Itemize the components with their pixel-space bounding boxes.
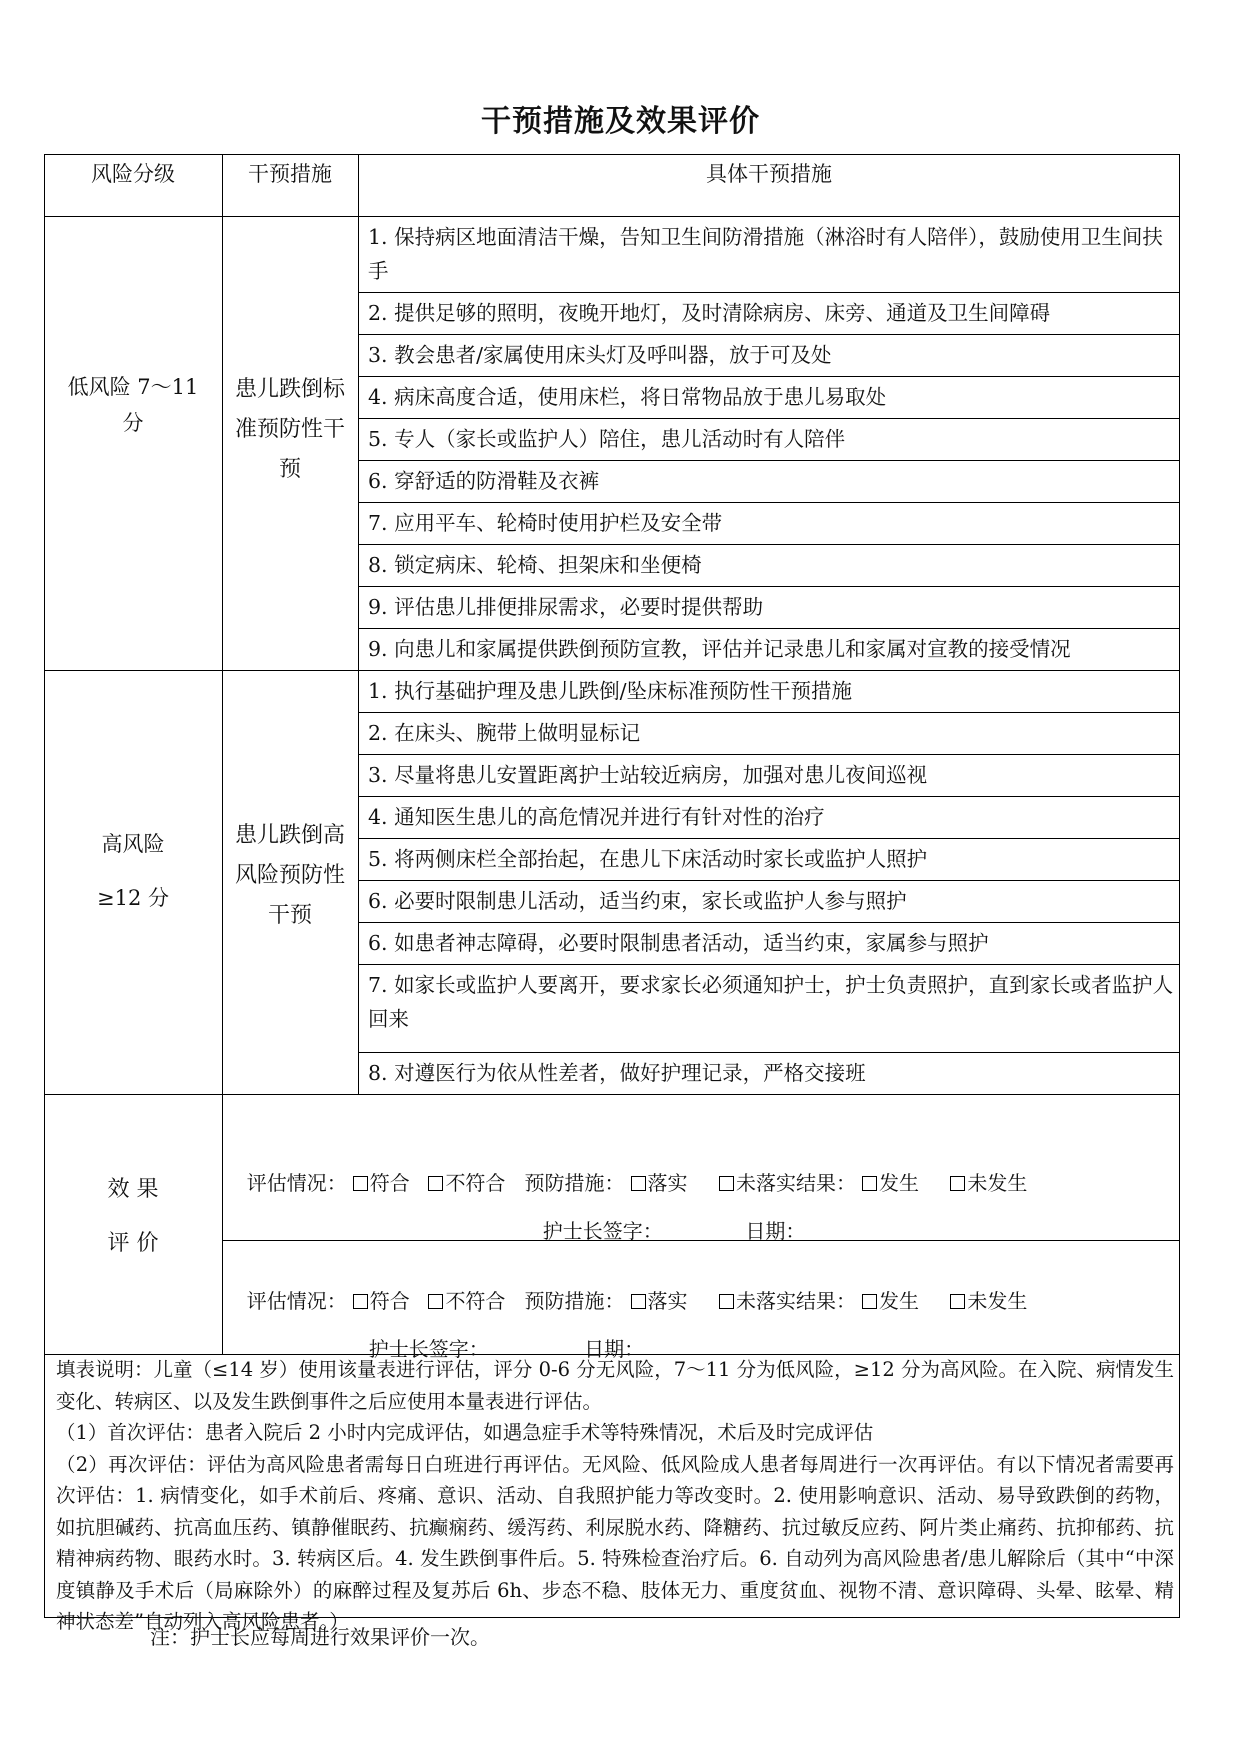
head-nurse-sign-label: 护士长签字： (368, 1337, 489, 1361)
section-divider-low-high (44, 670, 1180, 671)
low-risk-level: 低风险 7～11 分 (67, 375, 199, 435)
occur-option: 发生 (878, 1289, 919, 1313)
footnote: 注：护士长应每周进行效果评价一次。 (150, 1625, 490, 1649)
header-risk-level: 风险分级 (91, 162, 175, 186)
low-item-10: 9. 向患儿和家属提供跌倒预防宣教，评估并记录患儿和家属对宣教的接受情况 (368, 637, 1071, 661)
instructions-first-eval: （1）首次评估：患者入院后 2 小时内完成评估，如遇急症手术等特殊情况，术后及时完成评估 (56, 1421, 874, 1444)
result-label: 结果： (795, 1171, 856, 1195)
result-label: 结果： (795, 1289, 856, 1313)
col-divider-1 (222, 154, 223, 1354)
low-item-5: 5. 专人（家长或监护人）陪住，患儿活动时有人陪伴 (368, 427, 846, 451)
header-divider (44, 216, 1180, 217)
eval-status-label: 评估情况： (246, 1171, 347, 1195)
notoccur-checkbox[interactable] (950, 1294, 965, 1309)
prevent-measure-label: 预防措施： (524, 1289, 625, 1313)
notoccur-option: 未发生 (967, 1171, 1028, 1195)
date-label: 日期： (584, 1337, 645, 1361)
head-nurse-sign-label: 护士长签字： (542, 1219, 663, 1243)
row-line (358, 544, 1180, 545)
notoccur-checkbox[interactable] (950, 1176, 965, 1191)
low-item-6: 6. 穿舒适的防滑鞋及衣裤 (368, 469, 600, 493)
header-specific-measures: 具体干预措施 (706, 162, 832, 186)
row-line (358, 586, 1180, 587)
high-item-5: 5. 将两侧床栏全部抬起，在患儿下床活动时家长或监护人照护 (368, 847, 928, 871)
notdone-option: 未落实 (735, 1289, 796, 1313)
page-title: 干预措施及效果评价 (481, 104, 760, 139)
high-item-3: 3. 尽量将患儿安置距离护士站较近病房，加强对患儿夜间巡视 (368, 763, 928, 787)
conform-option: 符合 (369, 1171, 410, 1195)
nonconform-checkbox[interactable] (428, 1176, 443, 1191)
date-label: 日期： (745, 1219, 806, 1243)
row-line (358, 712, 1180, 713)
eval-status-label: 评估情况： (246, 1289, 347, 1313)
row-line (358, 838, 1180, 839)
high-item-2: 2. 在床头、腕带上做明显标记 (368, 721, 641, 745)
row-line (358, 964, 1180, 965)
nonconform-option: 不符合 (445, 1171, 506, 1195)
occur-checkbox[interactable] (862, 1176, 877, 1191)
fill-instructions (56, 1354, 1174, 1638)
instructions-intro: 填表说明：儿童（≤14 岁）使用该量表进行评估，评分 0-6 分无风险，7～11 分为低风险，≥12 分为高风险。在入院、病情发生变化、转病区、以及发生跌倒事件之后应使用本量表进行评估。 (56, 1358, 1174, 1413)
conform-checkbox[interactable] (353, 1176, 368, 1191)
notdone-checkbox[interactable] (719, 1294, 734, 1309)
notdone-option: 未落实 (735, 1171, 796, 1195)
row-line (358, 880, 1180, 881)
high-risk-measure: 患儿跌倒高风险预防性干预 (234, 823, 345, 928)
low-item-1: 1. 保持病区地面清洁干燥，告知卫生间防滑措施（淋浴时有人陪伴），鼓励使用卫生间扶手 (368, 225, 1163, 283)
row-line (358, 922, 1180, 923)
low-item-4: 4. 病床高度合适，使用床栏，将日常物品放于患儿易取处 (368, 385, 887, 409)
row-line (358, 292, 1180, 293)
prevent-measure-label: 预防措施： (524, 1171, 625, 1195)
low-item-2: 2. 提供足够的照明，夜晚开地灯，及时清除病房、床旁、通道及卫生间障碍 (368, 301, 1051, 325)
low-item-7: 7. 应用平车、轮椅时使用护栏及安全带 (368, 511, 723, 535)
low-risk-measure: 患儿跌倒标准预防性干预 (234, 377, 345, 482)
header-intervention: 干预措施 (248, 162, 332, 186)
row-line (358, 460, 1180, 461)
row-line (358, 418, 1180, 419)
high-item-7: 6. 如患者神志障碍，必要时限制患者活动，适当约束，家属参与照护 (368, 931, 989, 955)
done-option: 落实 (647, 1289, 688, 1313)
high-item-8: 7. 如家长或监护人要离开，要求家长必须通知护士，护士负责照护，直到家长或者监护人回来 (368, 973, 1174, 1031)
notoccur-option: 未发生 (967, 1289, 1028, 1313)
high-item-6: 6. 必要时限制患儿活动，适当约束，家长或监护人参与照护 (368, 889, 907, 913)
occur-checkbox[interactable] (862, 1294, 877, 1309)
row-line (358, 376, 1180, 377)
low-item-9: 9. 评估患儿排便排尿需求，必要时提供帮助 (368, 595, 764, 619)
row-line (358, 502, 1180, 503)
section-divider-high-effect (44, 1094, 1180, 1095)
row-line (358, 628, 1180, 629)
low-item-3: 3. 教会患者/家属使用床头灯及呼叫器，放于可及处 (368, 343, 832, 367)
row-line (358, 754, 1180, 755)
conform-option: 符合 (369, 1289, 410, 1313)
occur-option: 发生 (878, 1171, 919, 1195)
col-divider-2 (358, 154, 359, 1094)
high-risk-level-label: 高风险 (101, 832, 165, 856)
signature-line-1 (530, 1186, 805, 1246)
nonconform-option: 不符合 (445, 1289, 506, 1313)
row-line (358, 796, 1180, 797)
high-item-4: 4. 通知医生患儿的高危情况并进行有针对性的治疗 (368, 805, 825, 829)
low-item-8: 8. 锁定病床、轮椅、担架床和坐便椅 (368, 553, 702, 577)
high-item-1: 1. 执行基础护理及患儿跌倒/坠床标准预防性干预措施 (368, 679, 852, 703)
instructions-re-eval: （2）再次评估：评估为高风险患者需每日白班进行再评估。无风险、低风险成人患者每周进行一次再评估。有以下情况者需要再次评估：1. 病情变化，如手术前后、疼痛、意识、活动、自我照护能力等改变时。2. 使用影响意识、活动、易导致跌倒的药物，如抗胆碱药、抗高血压药、镇静催眠药、抗癫痫药、缓泻药、利尿脱水药、降糖药、抗过敏反应药、阿片类止痛药、抗抑郁药、抗精神病药物、眼药水时。3. 转病区后。4. 发生跌倒事件后。5. 特殊检查治疗后。6. 自动列为高风险患者/患儿解除后（其中“中深度镇静及手术后（局麻除外）的麻醉过程及复苏后 6h、步态不稳、肢体无力、重度贫血、视物不清、意识障碍、头晕、眩晕、精神状态差”自动列入高风险患者。） (56, 1452, 1174, 1633)
high-risk-level-score: ≥12 分 (97, 886, 169, 910)
row-line (358, 1052, 1180, 1053)
effect-label-line1: 效 果 (107, 1177, 159, 1202)
high-item-9: 8. 对遵医行为依从性差者，做好护理记录，严格交接班 (368, 1061, 866, 1085)
done-option: 落实 (647, 1171, 688, 1195)
effect-label-line2: 评 价 (107, 1231, 159, 1256)
row-line (358, 334, 1180, 335)
